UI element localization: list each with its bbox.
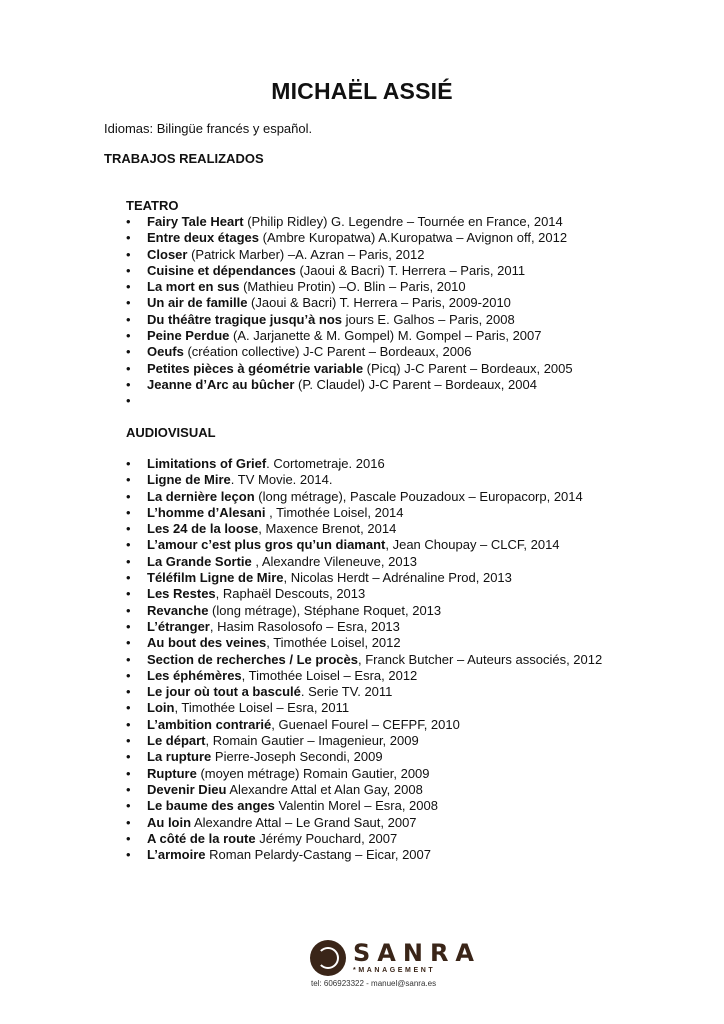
bullet-icon: • — [126, 537, 131, 553]
list-item — [126, 619, 706, 635]
bullet-icon: • — [126, 716, 131, 732]
list-item — [126, 586, 706, 602]
bullet-icon: • — [126, 814, 131, 830]
item-title: L’armoire — [147, 847, 206, 863]
bullet-icon: • — [126, 328, 131, 344]
list-item — [126, 684, 706, 700]
list-item — [126, 537, 706, 553]
item-title: Un air de famille — [147, 295, 248, 311]
item-details: (long métrage), Pascale Pouzadoux – Europacorp, 2014 — [254, 488, 583, 504]
bullet-icon: • — [126, 635, 131, 651]
item-title: L’homme d’Alesani — [147, 504, 266, 520]
bullet-icon: • — [126, 733, 131, 749]
item-title: Téléfilm Ligne de Mire — [147, 570, 284, 586]
item-title: Oeufs — [147, 344, 184, 360]
bullet-icon: • — [126, 504, 131, 520]
list-item — [126, 344, 706, 360]
item-title: L’ambition contrarié — [147, 716, 272, 732]
item-title: Rupture — [147, 765, 197, 781]
bullet-icon: • — [126, 700, 131, 716]
item-title: Devenir Dieu — [147, 781, 227, 797]
item-details: Pierre-Joseph Secondi, 2009 — [211, 749, 383, 765]
item-details: , Timothée Loisel – Esra, 2011 — [174, 700, 350, 716]
list-item — [126, 361, 706, 377]
logo-name: SANRA — [353, 939, 481, 967]
list-item — [126, 295, 706, 311]
list-item — [126, 847, 706, 863]
list-item — [126, 312, 706, 328]
bullet-icon: • — [126, 295, 131, 311]
list-item — [126, 668, 706, 684]
item-title: Le départ — [147, 733, 206, 749]
list-item — [126, 456, 706, 472]
teatro-list — [126, 214, 706, 410]
bullet-icon: • — [126, 765, 131, 781]
item-details: (création collective) J-C Parent – Bordeaux, 2006 — [183, 344, 472, 360]
list-item — [126, 717, 706, 733]
item-details: , Jean Choupay – CLCF, 2014 — [385, 537, 560, 553]
item-title: Le baume des anges — [147, 798, 275, 814]
list-item — [126, 489, 706, 505]
list-item — [126, 554, 706, 570]
item-details: , Franck Butcher – Auteurs associés, 2012 — [357, 651, 603, 667]
item-title: Le jour où tout a basculé — [147, 684, 301, 700]
bullet-icon: • — [126, 684, 131, 700]
list-item — [126, 652, 706, 668]
bullet-icon: • — [126, 214, 131, 229]
list-item — [126, 247, 706, 263]
item-title: Jeanne d’Arc au bûcher — [147, 376, 295, 392]
bullet-icon: • — [126, 749, 131, 765]
bullet-icon: • — [126, 781, 131, 797]
teatro-heading: TEATRO — [126, 198, 179, 213]
item-title: Loin — [147, 700, 175, 716]
bullet-icon: • — [126, 344, 131, 360]
item-title: La mort en sus — [147, 279, 240, 295]
list-item — [126, 733, 706, 749]
item-title: Peine Perdue — [147, 328, 230, 344]
bullet-icon: • — [126, 553, 131, 569]
item-title: La dernière leçon — [147, 488, 255, 504]
list-item — [126, 635, 706, 651]
item-details: (A. Jarjanette & M. Gompel) M. Gompel – Paris, 2007 — [229, 328, 542, 344]
item-details: (Mathieu Protin) –O. Blin – Paris, 2010 — [239, 279, 466, 295]
item-details: , Hasim Rasolosofo – Esra, 2013 — [209, 618, 400, 634]
audiovisual-list — [126, 456, 706, 863]
item-details: , Timothée Loisel, 2014 — [265, 504, 404, 520]
bullet-icon: • — [126, 393, 131, 409]
list-item — [126, 700, 706, 716]
item-title: Petites pièces à géométrie variable — [147, 360, 364, 376]
item-details: (Patrick Marber) –A. Azran – Paris, 2012 — [187, 246, 425, 262]
bullet-icon: • — [126, 847, 131, 863]
item-title: La Grande Sortie — [147, 553, 252, 569]
item-title: Au bout des veines — [147, 635, 267, 651]
list-item — [126, 831, 706, 847]
list-item — [126, 798, 706, 814]
list-item — [126, 782, 706, 798]
list-item — [126, 749, 706, 765]
item-title: Au loin — [147, 814, 192, 830]
bullet-icon: • — [126, 246, 131, 262]
item-title: Les 24 de la loose — [147, 521, 259, 537]
list-item — [126, 570, 706, 586]
item-title: L’étranger — [147, 618, 210, 634]
item-details: Alexandre Attal et Alan Gay, 2008 — [226, 781, 423, 797]
list-item — [126, 214, 706, 230]
list-item — [126, 328, 706, 344]
item-details: , Raphaël Descouts, 2013 — [215, 586, 366, 602]
page-title: MICHAËL ASSIÉ — [271, 78, 453, 104]
list-item — [126, 603, 706, 619]
languages-line: Idiomas: Bilingüe francés y español. — [104, 121, 313, 136]
bullet-icon: • — [126, 651, 131, 667]
list-item — [126, 230, 706, 246]
list-item — [126, 766, 706, 782]
bullet-icon: • — [126, 586, 131, 602]
bullet-icon: • — [126, 262, 131, 278]
item-details: (moyen métrage) Romain Gautier, 2009 — [196, 765, 430, 781]
bullet-icon: • — [126, 279, 131, 295]
item-title: La rupture — [147, 749, 212, 765]
item-details: (Philip Ridley) G. Legendre – Tournée en France, 2014 — [243, 214, 563, 229]
bullet-icon: • — [126, 376, 131, 392]
list-item — [126, 393, 706, 409]
item-details: , Nicolas Herdt – Adrénaline Prod, 2013 — [283, 570, 512, 586]
bullet-icon: • — [126, 798, 131, 814]
item-title: Revanche — [147, 602, 209, 618]
audiovisual-heading: AUDIOVISUAL — [126, 425, 216, 440]
bullet-icon: • — [126, 311, 131, 327]
bullet-icon: • — [126, 667, 131, 683]
bullet-icon: • — [126, 521, 131, 537]
item-details: . Serie TV. 2011 — [300, 684, 393, 700]
item-title: Section de recherches / Le procès — [147, 651, 358, 667]
bullet-icon: • — [126, 360, 131, 376]
item-title: Cuisine et dépendances — [147, 262, 296, 278]
item-title: L’amour c’est plus gros qu’un diamant — [147, 537, 386, 553]
bullet-icon: • — [126, 230, 131, 246]
item-title: Closer — [147, 246, 188, 262]
item-details: (Jaoui & Bacri) T. Herrera – Paris, 2009-2010 — [247, 295, 511, 311]
bullet-icon: • — [126, 830, 131, 846]
bullet-icon: • — [126, 456, 131, 471]
item-details: Roman Pelardy-Castang – Eicar, 2007 — [205, 847, 431, 863]
bullet-icon: • — [126, 602, 131, 618]
bullet-icon: • — [126, 472, 131, 488]
bullet-icon: • — [126, 618, 131, 634]
list-item — [126, 472, 706, 488]
list-item — [126, 815, 706, 831]
list-item — [126, 505, 706, 521]
item-details: (P. Claudel) J-C Parent – Bordeaux, 2004 — [294, 376, 537, 392]
item-details: , Maxence Brenot, 2014 — [258, 521, 397, 537]
list-item — [126, 521, 706, 537]
logo-subtitle: *MANAGEMENT — [353, 967, 436, 974]
item-details: , Timothée Loisel – Esra, 2012 — [241, 667, 418, 683]
list-item — [126, 279, 706, 295]
item-details: . Cortometraje. 2016 — [266, 456, 385, 471]
item-details: , Guenael Fourel – CEFPF, 2010 — [271, 716, 460, 732]
item-title: Limitations of Grief — [147, 456, 267, 471]
item-details: (Picq) J-C Parent – Bordeaux, 2005 — [363, 360, 573, 376]
item-details: , Timothée Loisel, 2012 — [266, 635, 401, 651]
item-details: , Alexandre Vileneuve, 2013 — [251, 553, 418, 569]
item-title: Fairy Tale Heart — [147, 214, 244, 229]
item-details: . TV Movie. 2014. — [230, 472, 333, 488]
item-details: jours E. Galhos – Paris, 2008 — [342, 311, 515, 327]
list-item — [126, 263, 706, 279]
item-title: Du théâtre tragique jusqu’à nos — [147, 311, 343, 327]
item-details: Jérémy Pouchard, 2007 — [255, 830, 398, 846]
list-item — [126, 377, 706, 393]
item-details: (Ambre Kuropatwa) A.Kuropatwa – Avignon off, 2012 — [259, 230, 568, 246]
item-details: , Romain Gautier – Imagenieur, 2009 — [205, 733, 419, 749]
item-details: Valentin Morel – Esra, 2008 — [274, 798, 438, 814]
item-title: Les Restes — [147, 586, 216, 602]
section-title: TRABAJOS REALIZADOS — [104, 151, 264, 166]
item-details: (Jaoui & Bacri) T. Herrera – Paris, 2011 — [295, 262, 526, 278]
item-details: Alexandre Attal – Le Grand Saut, 2007 — [191, 814, 417, 830]
item-title: Entre deux étages — [147, 230, 259, 246]
item-title: A côté de la route — [147, 830, 256, 846]
item-details: (long métrage), Stéphane Roquet, 2013 — [208, 602, 442, 618]
item-title: Ligne de Mire — [147, 472, 231, 488]
logo-mark-icon — [310, 940, 346, 976]
bullet-icon: • — [126, 488, 131, 504]
footer-contact: tel: 606923322 - manuel@sanra.es — [311, 979, 437, 988]
bullet-icon: • — [126, 570, 131, 586]
item-title: Les éphémères — [147, 667, 242, 683]
